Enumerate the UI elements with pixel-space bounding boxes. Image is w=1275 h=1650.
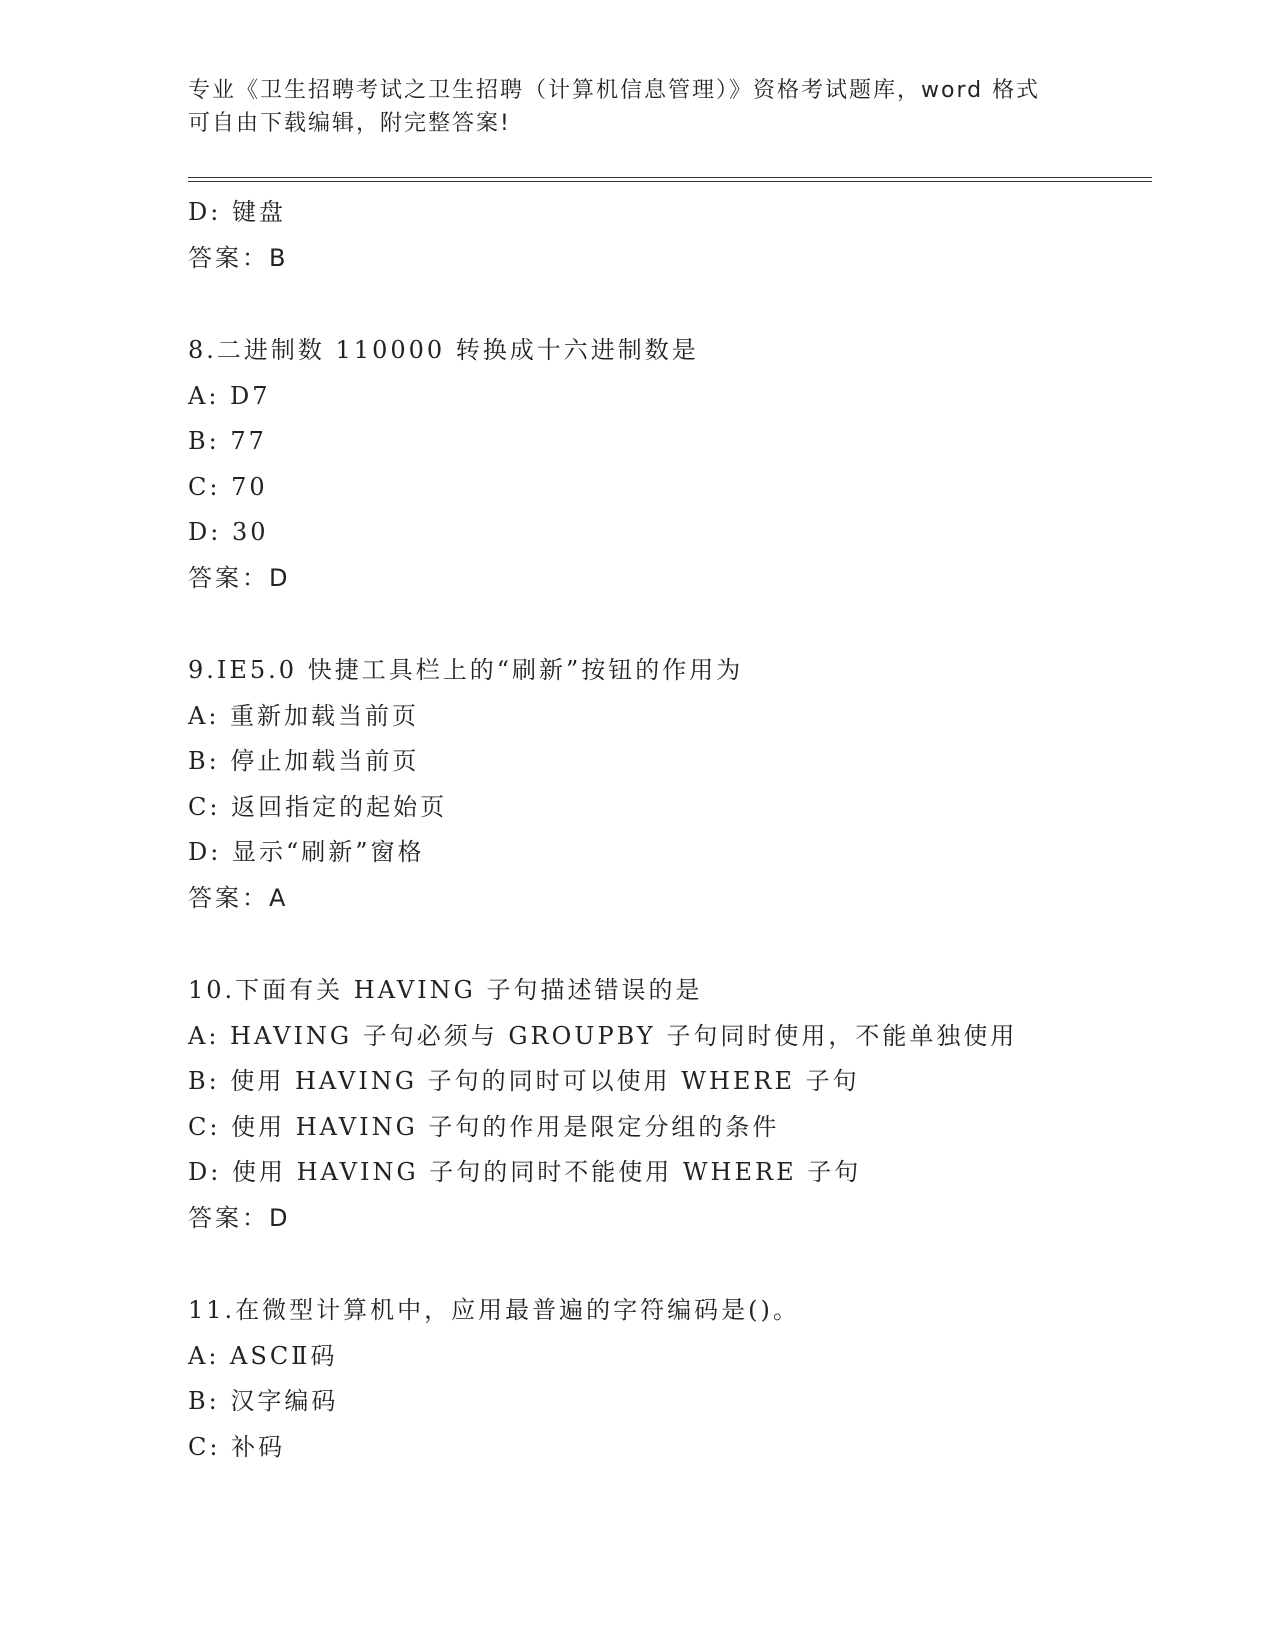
option-d: D: 键盘 [188,198,286,226]
header-divider-top [188,177,1152,178]
spacer [188,921,1148,968]
option-d: D: 30 [188,518,269,546]
option-c: C: 补码 [188,1432,286,1461]
question-stem: 10.下面有关 HAVING 子句描述错误的是 [188,976,703,1004]
option-d: D: 使用 HAVING 子句的同时不能使用 WHERE 子句 [188,1158,862,1186]
option-c: C: 70 [188,472,268,501]
spacer [188,601,1148,648]
spacer [188,1241,1148,1288]
question-stem: 8.二进制数 110000 转换成十六进制数是 [188,336,699,364]
option-d: D: 显示“刷新”窗格 [188,838,425,866]
option-b: B: 停止加载当前页 [188,747,420,775]
question-10 [188,968,1148,1241]
answer: 答案：D [188,563,291,592]
header-line-2: 可自由下载编辑，附完整答案! [188,111,511,136]
option-a: A: HAVING 子句必须与 GROUPBY 子句同时使用，不能单独使用 [188,1021,1018,1050]
spacer [188,281,1148,328]
question-8 [188,328,1148,601]
option-a: A: D7 [188,381,271,410]
question-list [188,190,1148,1470]
answer: 答案：D [188,1203,291,1232]
option-b: B: 使用 HAVING 子句的同时可以使用 WHERE 子句 [188,1067,860,1095]
question-stem: 9.IE5.0 快捷工具栏上的“刷新”按钮的作用为 [188,656,744,684]
option-c: C: 使用 HAVING 子句的作用是限定分组的条件 [188,1112,780,1141]
question-11 [188,1288,1148,1470]
header-line-1: 专业《卫生招聘考试之卫生招聘（计算机信息管理）》资格考试题库，word 格式 [188,78,1041,103]
option-c: C: 返回指定的起始页 [188,792,448,821]
header-divider-bottom [188,181,1152,182]
question-stem: 11.在微型计算机中，应用最普遍的字符编码是()。 [188,1296,800,1324]
option-a: A: 重新加载当前页 [188,701,420,730]
answer: 答案：A [188,883,289,912]
option-b: B: 汉字编码 [188,1387,339,1415]
document-header [188,74,1088,140]
previous-question-tail [188,190,1148,281]
answer: 答案：B [188,243,289,272]
option-b: B: 77 [188,427,267,455]
option-a: A: ASCⅡ码 [188,1341,338,1370]
question-9 [188,648,1148,921]
